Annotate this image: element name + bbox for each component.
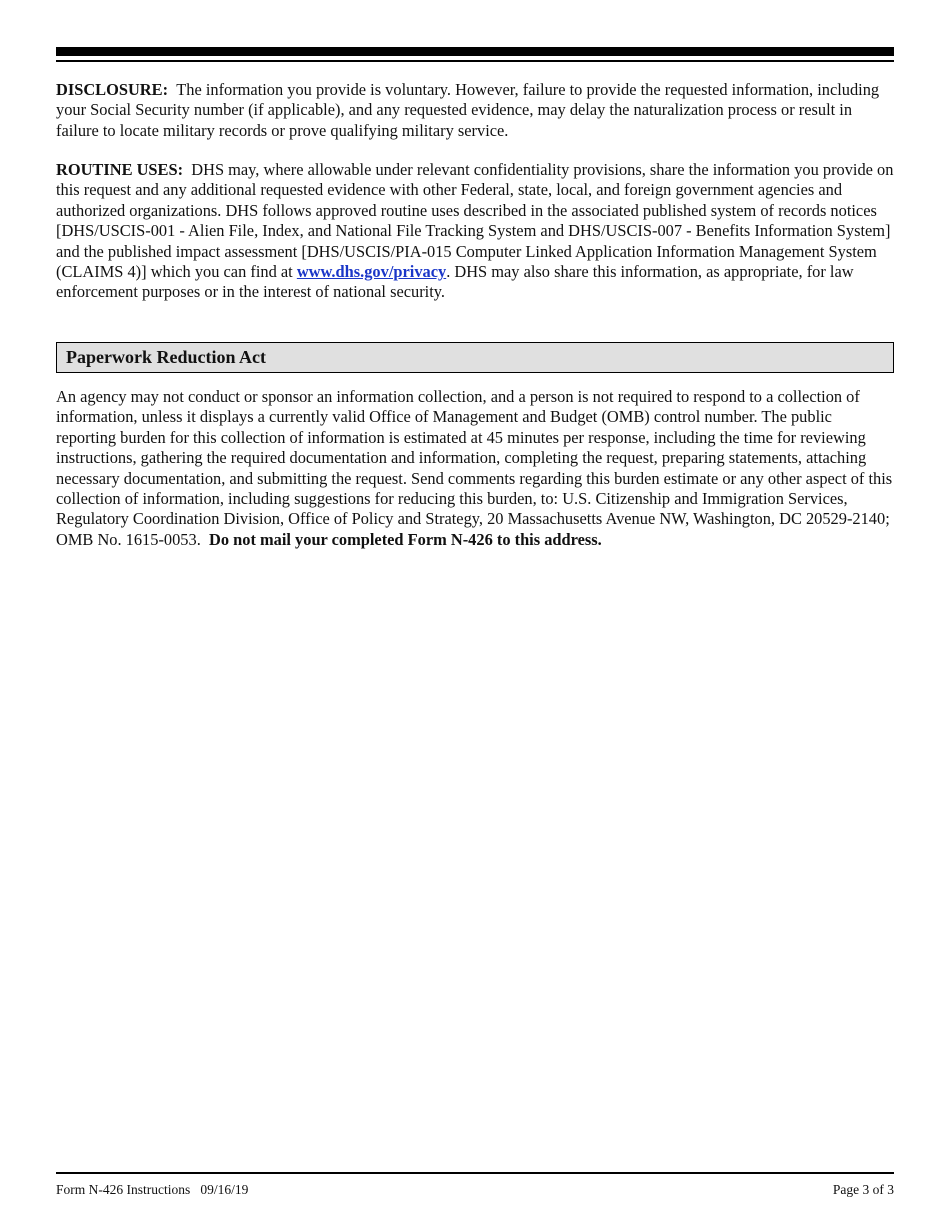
footer-page-number: Page 3 of 3 <box>832 1182 894 1197</box>
header-rule-thick <box>56 47 894 56</box>
routine-uses-paragraph <box>56 160 896 303</box>
disclosure-text: The information you provide is voluntary. However, failure to provide the requested information, including your Social Security number (if applicable), and any requested evidence, may delay the naturalization process or result in failure to locate military records or prove qualifying military service. <box>56 80 880 140</box>
disclosure-heading: DISCLOSURE: <box>56 80 169 99</box>
mail-notice: Do not mail your completed Form N-426 to this address. <box>209 529 602 549</box>
section-title: Paperwork Reduction Act <box>66 347 266 367</box>
disclosure-paragraph <box>56 80 896 141</box>
header-rule-thin <box>56 60 894 62</box>
routine-uses-heading: ROUTINE USES: <box>56 160 184 179</box>
paperwork-paragraph <box>56 387 896 550</box>
footer-form-id: Form N-426 Instructions 09/16/19 <box>56 1182 249 1197</box>
paperwork-section-header <box>56 342 894 373</box>
routine-uses-text: DHS may, where allowable under relevant confidentiality provisions, share the information you provide on this request and any additional requested evidence with other Federal, state, local, and foreign government agencies and authorized organizations. DHS follows approved routine uses described in the associated published system of records notices [DHS/USCIS-001 - Alien File, Index, and National File Tracking System and DHS/USCIS-007 - Benefits Information System] and the published impact assessment [DHS/USCIS/PIA-015 Computer Linked Application Information Management System (CLAIMS 4)] which you can find at <box>56 160 894 282</box>
paperwork-text: An agency may not conduct or sponsor an information collection, and a person is not required to respond to a collection of information, unless it displays a currently valid Office of Management and Budget (OMB) control number. The public reporting burden for this collection of information is estimated at 45 minutes per response, including the time for reviewing instructions, gathering the required documentation and information, completing the request, preparing statements, attaching necessary documentation, and submitting the request. Send comments regarding this burden estimate or any other aspect of this collection of information, including suggestions for reducing this burden, to: U.S. Citizenship and Immigration Services, Regulatory Coordination Division, Office of Policy and Strategy, 20 Massachusetts Avenue NW, Washington, DC 20529-2140; OMB No. 1615-0053. <box>56 387 893 549</box>
footer-rule <box>56 1172 894 1174</box>
privacy-link[interactable]: www.dhs.gov/privacy <box>296 262 447 282</box>
routine-uses-text-end: . DHS may also share this information, as appropriate, for law enforcement purposes or in the interest of national security. <box>56 262 854 302</box>
